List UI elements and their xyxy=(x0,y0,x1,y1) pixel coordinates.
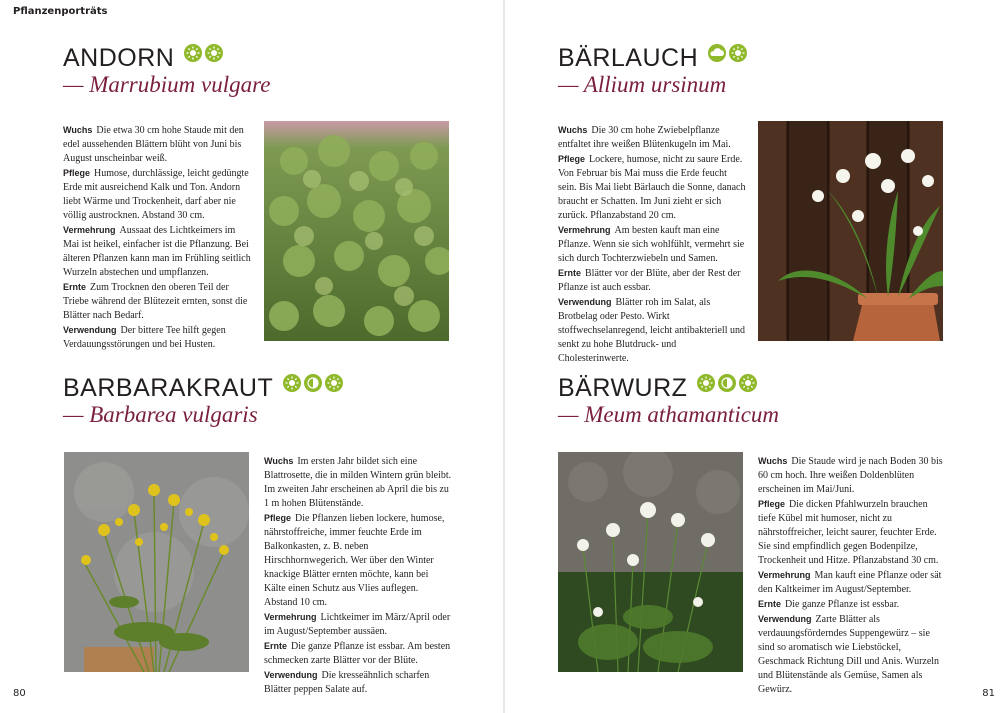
latin-name: — Marrubium vulgare xyxy=(63,72,271,97)
section-verwendung: Verwendung Der bittere Tee hilft gegen Verdauungsstörungen und bei Husten. xyxy=(63,325,226,350)
section-vermehrung: Vermehrung Man kauft eine Pflanze oder sät den Kaltkeimer im August/September. xyxy=(758,570,942,595)
section-vermehrung: Vermehrung Am besten kauft man eine Pflanze. Wenn sie sich wohlfühlt, vermehrt sie sich durch Tochterzwiebeln und Samen. xyxy=(558,225,745,264)
plant-photo-barbarakraut xyxy=(64,452,249,672)
page-gutter xyxy=(503,0,505,713)
section-verwendung: Verwendung Zarte Blätter als verdauungsförderndes Suppengewürz – sie sind so aromatisch wie Liebstöckel, Geschmack Richtung Dill und Anis. Wurzeln und Blütenstände als Gemüse, Samen als Gewürz. xyxy=(758,614,940,695)
plant-description xyxy=(758,454,946,697)
sun-icon xyxy=(697,374,715,392)
section-ernte: Ernte Blätter vor der Blüte, aber der Rest der Pflanze ist auch essbar. xyxy=(558,268,741,293)
section-pflege: Pflege Lockere, humose, nicht zu saure Erde. Von Februar bis Mai muss die Erde feucht sein. Bis Mai liebt Bärlauch die Sonne, danach braucht er Schatten. Im Juni zieht er sich zurück. Pflanzabstand 20 cm. xyxy=(558,154,746,221)
section-pflege: Pflege Die dicken Pfahlwurzeln brauchen tiefe Kübel mit humoser, nicht zu nährstoffreicher, leicht saurer, feuchter Erde. Sie sind empfindlich gegen Bodenpilze, Trockenheit und Hitze. Pflanzabstand 30 cm. xyxy=(758,499,939,566)
icon-row xyxy=(283,374,343,392)
latin-name: — Allium ursinum xyxy=(558,72,727,97)
section-wuchs: Wuchs Die 30 cm hohe Zwiebelpflanze entfaltet ihre weißen Blütenkugeln im Mai. xyxy=(558,125,731,150)
sun-icon xyxy=(739,374,757,392)
sun-icon xyxy=(205,44,223,62)
plant-title: BÄRLAUCH xyxy=(558,44,747,72)
section-ernte: Ernte Zum Trocknen den oberen Teil der Triebe während der Blütezeit ernten, sonst die Blätter nach Bedarf. xyxy=(63,282,248,321)
sun-icon xyxy=(729,44,747,62)
plant-description xyxy=(63,123,251,352)
section-verwendung: Verwendung Blätter roh im Salat, als Brotbelag oder Pesto. Wirkt stoffwechselanregend, leicht antibakteriell und senkt zu hohe Blutdruck- und Cholesterinwerte. xyxy=(558,297,745,364)
sun-icon xyxy=(325,374,343,392)
plant-description xyxy=(558,123,746,366)
plant-photo-andorn xyxy=(264,121,449,341)
section-wuchs: Wuchs Im ersten Jahr bildet sich eine Blattrosette, die in milden Wintern grün bleibt. Im zweiten Jahr erscheinen ab April die bis zu 1 m hohen Blütenstände. xyxy=(264,456,452,509)
plant-photo-baerwurz xyxy=(558,452,743,672)
half-shade-icon xyxy=(718,374,736,392)
plant-title: ANDORN xyxy=(63,44,223,72)
plant-photo-baerlauch xyxy=(758,121,943,341)
half-shade-icon xyxy=(304,374,322,392)
section-ernte: Ernte Die ganze Pflanze ist essbar. Am besten schmecken zarte Blätter vor der Blüte. xyxy=(264,641,451,666)
page-number-right: 81 xyxy=(982,688,995,699)
section-wuchs: Wuchs Die etwa 30 cm hohe Staude mit den edel aussehenden Blättern blüht von Juni bis August unscheinbar weiß. xyxy=(63,125,244,164)
section-vermehrung: Vermehrung Lichtkeimer im März/April oder im August/September aussäen. xyxy=(264,612,451,637)
cloud-icon xyxy=(708,44,726,62)
sun-icon xyxy=(184,44,202,62)
section-wuchs: Wuchs Die Staude wird je nach Boden 30 bis 60 cm hoch. Ihre weißen Doldenblüten erscheinen im Mai/Juni. xyxy=(758,456,943,495)
running-head: Pflanzenporträts xyxy=(13,6,108,17)
plant-title: BÄRWURZ xyxy=(558,374,757,402)
section-verwendung: Verwendung Die kresseähnlich scharfen Blätter peppen Salate auf. xyxy=(264,670,430,695)
icon-row xyxy=(697,374,757,392)
latin-name: — Barbarea vulgaris xyxy=(63,402,258,427)
section-pflege: Pflege Humose, durchlässige, leicht gedüngte Erde mit ausreichend Kalk und Ton. Andorn liebt Wärme und Trockenheit, darf aber nie völlig austrocknen. Abstand 30 cm. xyxy=(63,168,249,221)
section-pflege: Pflege Die Pflanzen lieben lockere, humose, nährstoffreiche, immer feuchte Erde im Balkonkasten, z. B. neben Hirschhornwegerich. Wer über den Winter knackige Blätter ernten möchte, kann bei Kälte einen Schutz aus Vlies auflegen. Abstand 10 cm. xyxy=(264,513,445,608)
plant-description xyxy=(264,454,452,697)
section-vermehrung: Vermehrung Aussaat des Lichtkeimers im Mai ist heikel, einfacher ist die Pflanzung. Bei älteren Pflanzen kann man im Frühling seitlich Wurzeln abstechen und umpflanzen. xyxy=(63,225,251,278)
plant-title: BARBARAKRAUT xyxy=(63,374,343,402)
icon-row xyxy=(184,44,223,62)
icon-row xyxy=(708,44,747,62)
section-ernte: Ernte Die ganze Pflanze ist essbar. xyxy=(758,599,900,610)
latin-name: — Meum athamanticum xyxy=(558,402,780,427)
page-number-left: 80 xyxy=(13,688,26,699)
sun-icon xyxy=(283,374,301,392)
